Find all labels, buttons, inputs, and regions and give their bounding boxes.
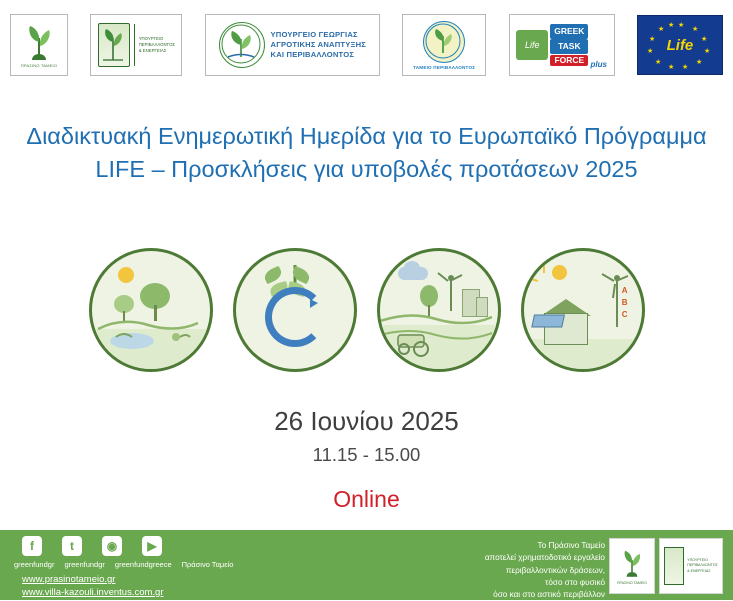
ypen-footer-line-2: ΠΕΡΙΒΑΛΛΟΝΤΟΣ (687, 563, 718, 568)
social-handles (14, 560, 233, 569)
eu-star-icon: ★ (657, 26, 665, 33)
gtf-plus-label: plus (590, 60, 607, 69)
life-badge-icon: Life (516, 30, 548, 60)
green-fund-tree-icon (22, 22, 56, 62)
footer-band (0, 530, 733, 600)
eu-star-icon: ★ (700, 36, 708, 43)
agro-line-3: ΚΑΙ ΠΕΡΙΒΑΛΛΟΝΤΟΣ (270, 50, 355, 59)
youtube-icon[interactable]: ▶ (142, 536, 162, 556)
ministry-agriculture-logo (205, 14, 380, 76)
logo-divider (134, 24, 135, 66)
agriculture-emblem-icon (219, 22, 265, 68)
website-url-secondary[interactable]: www.villa-kazouli.inventus.com.gr (22, 586, 164, 598)
eu-star-icon: ★ (703, 48, 711, 55)
theme-icon-row (0, 248, 733, 372)
youtube-handle: Πράσινο Ταμείο (181, 560, 234, 569)
energy-label-abc: A B C (621, 286, 628, 319)
social-icon-row (22, 536, 162, 556)
tameio-perivallontos-logo (402, 14, 486, 76)
event-mode: Online (333, 486, 400, 512)
footer-urls (22, 574, 164, 600)
footer-statement-line-5: όσο και στο αστικό περιβάλλον (493, 590, 605, 600)
eu-life-logo (637, 15, 723, 75)
eu-life-text: Life (666, 36, 694, 54)
event-date: 26 Ιουνίου 2025 (274, 406, 459, 436)
circular-economy-icon (233, 248, 357, 372)
ypen-line-2: ΠΕΡΙΒΑΛΛΟΝΤΟΣ (138, 42, 176, 48)
gtf-force-label: FORCE (550, 55, 588, 66)
tameio-leaf-icon (423, 21, 465, 63)
instagram-icon[interactable]: ◉ (102, 536, 122, 556)
twitter-icon[interactable]: t (62, 536, 82, 556)
ministry-agriculture-text (271, 30, 367, 60)
eu-star-icon: ★ (667, 22, 675, 29)
agro-line-2: ΑΓΡΟΤΙΚΗΣ ΑΝΑΠΤΥΞΗΣ (270, 39, 367, 49)
footer-statement (485, 540, 605, 601)
eu-star-icon: ★ (695, 59, 703, 66)
greek-task-force-logo (509, 14, 615, 76)
eu-star-icon: ★ (681, 64, 689, 71)
climate-action-icon (377, 248, 501, 372)
greek-task-force-badge (550, 24, 588, 66)
agro-line-1: ΥΠΟΥΡΓΕΙΟ ΓΕΩΡΓΙΑΣ (270, 29, 358, 39)
eu-star-icon: ★ (654, 59, 662, 66)
ypen-footer-line-1: ΥΠΟΥΡΓΕΙΟ (687, 558, 708, 563)
nature-biodiversity-icon (89, 248, 213, 372)
ypen-line-1: ΥΠΟΥΡΓΕΙΟ (138, 36, 164, 42)
event-time: 11.15 - 15.00 (312, 444, 421, 465)
footer-statement-line-4: τόσο στο φυσικό (545, 577, 605, 587)
green-fund-footer-caption: ΠΡΑΣΙΝΟ ΤΑΜΕΙΟ (616, 581, 648, 585)
clean-energy-transition-icon (521, 248, 645, 372)
green-fund-logo (10, 14, 68, 76)
ministry-emblem-icon-footer (664, 547, 684, 585)
ministry-footer-text (687, 558, 717, 573)
footer-statement-line-3: περιβαλλοντικών δράσεων, (505, 565, 605, 575)
footer-statement-line-1: Το Πράσινο Ταμείο (537, 541, 605, 550)
website-url-primary[interactable]: www.prasinotameio.gr (22, 574, 116, 585)
eu-star-icon: ★ (691, 26, 699, 33)
ministry-environment-energy-logo (90, 14, 182, 76)
facebook-handle: greenfundgr (14, 560, 55, 569)
page-title: Διαδικτυακή Ενημερωτική Ημερίδα για το Ευρωπαϊκό Πρόγραμμα LIFE – Προσκλήσεις για υποβολές προτάσεων 2025 (26, 123, 707, 183)
eu-star-icon: ★ (677, 22, 685, 29)
ypen-footer-line-3: & ΕΝΕΡΓΕΙΑΣ (687, 568, 711, 573)
green-fund-tree-icon-footer (619, 547, 645, 579)
eu-star-icon: ★ (667, 64, 675, 71)
facebook-icon[interactable]: f (22, 536, 42, 556)
ministry-environment-energy-text (139, 36, 175, 53)
ministry-environment-energy-logo-footer (659, 538, 723, 594)
green-fund-logo-footer (609, 538, 655, 594)
eu-star-icon: ★ (646, 48, 654, 55)
green-fund-logo-caption: ΠΡΑΣΙΝΟ ΤΑΜΕΙΟ (20, 63, 58, 68)
twitter-handle: greenfundgr (64, 560, 105, 569)
eu-star-icon: ★ (648, 36, 656, 43)
ministry-emblem-icon (98, 23, 130, 67)
gtf-greek-label: GREEK (550, 24, 588, 39)
footer-statement-line-2: αποτελεί χρηματοδοτικό εργαλείο (484, 553, 605, 563)
instagram-handle: greenfundgreece (114, 560, 172, 569)
logo-strip (0, 0, 733, 84)
gtf-task-label: TASK (550, 39, 588, 54)
ypen-line-3: & ΕΝΕΡΓΕΙΑΣ (138, 47, 167, 53)
tameio-logo-caption: ΤΑΜΕΙΟ ΠΕΡΙΒΑΛΛΟΝΤΟΣ (413, 64, 476, 70)
